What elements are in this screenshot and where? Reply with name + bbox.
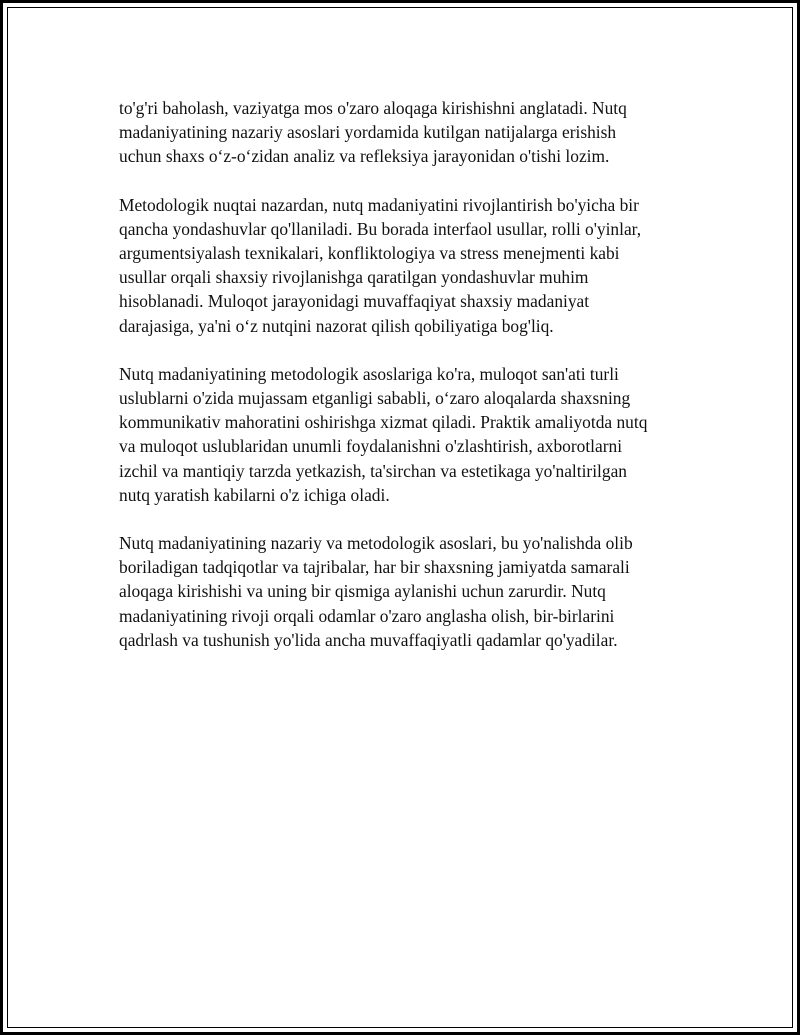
page-body bbox=[119, 96, 667, 676]
paragraph-2: Metodologik nuqtai nazardan, nutq madaniyatini rivojlantirish bo'yicha bir qancha yondashuvlar qo'llaniladi. Bu borada interfaol usullar, rolli o'yinlar, argumentsiyalash texnikalari, konfliktologiya va stress menejmenti kabi usullar orqali shaxsiy rivojlanishga qaratilgan yondashuvlar muhim hisoblanadi. Muloqot jarayonidagi muvaffaqiyat shaxsiy madaniyat darajasiga, ya'ni o‘z nutqini nazorat qilish qobiliyatiga bog'liq. bbox=[119, 194, 642, 336]
paragraph-4: Nutq madaniyatining nazariy va metodologik asoslari, bu yo'nalishda olib boriladigan tadqiqotlar va tajribalar, har bir shaxsning jamiyatda samarali aloqaga kirishishi va uning bir qismiga aylanishi uchun zarurdir. Nutq madaniyatining rivoji orqali odamlar o'zaro anglasha olish, bir-birlarini qadrlash va tushunish yo'lida ancha muvaffaqiyatli qadamlar qo'yadilar. bbox=[119, 533, 633, 650]
paragraph-3: Nutq madaniyatining metodologik asoslariga ko'ra, muloqot san'ati turli uslublarni o'zida mujassam etganligi sababli, o‘zaro aloqalarda shaxsning kommunikativ mahoratini oshirishga xizmat qiladi. Praktik amaliyotda nutq va muloqot uslublaridan unumli foydalanishni o'zlashtirish, axborotlarni izchil va mantiqiy tarzda yetkazish, ta'sirchan va estetikaga yo'naltirilgan nutq yaratish kabilarni o'z ichiga oladi. bbox=[119, 363, 648, 505]
paragraph-1: to'g'ri baholash, vaziyatga mos o'zaro aloqaga kirishishni anglatadi. Nutq madaniyatining nazariy asoslari yordamida kutilgan natijalarga erishish uchun shaxs o‘z-o‘zidan analiz va refleksiya jarayonidan o'tishi lozim. bbox=[119, 98, 627, 167]
